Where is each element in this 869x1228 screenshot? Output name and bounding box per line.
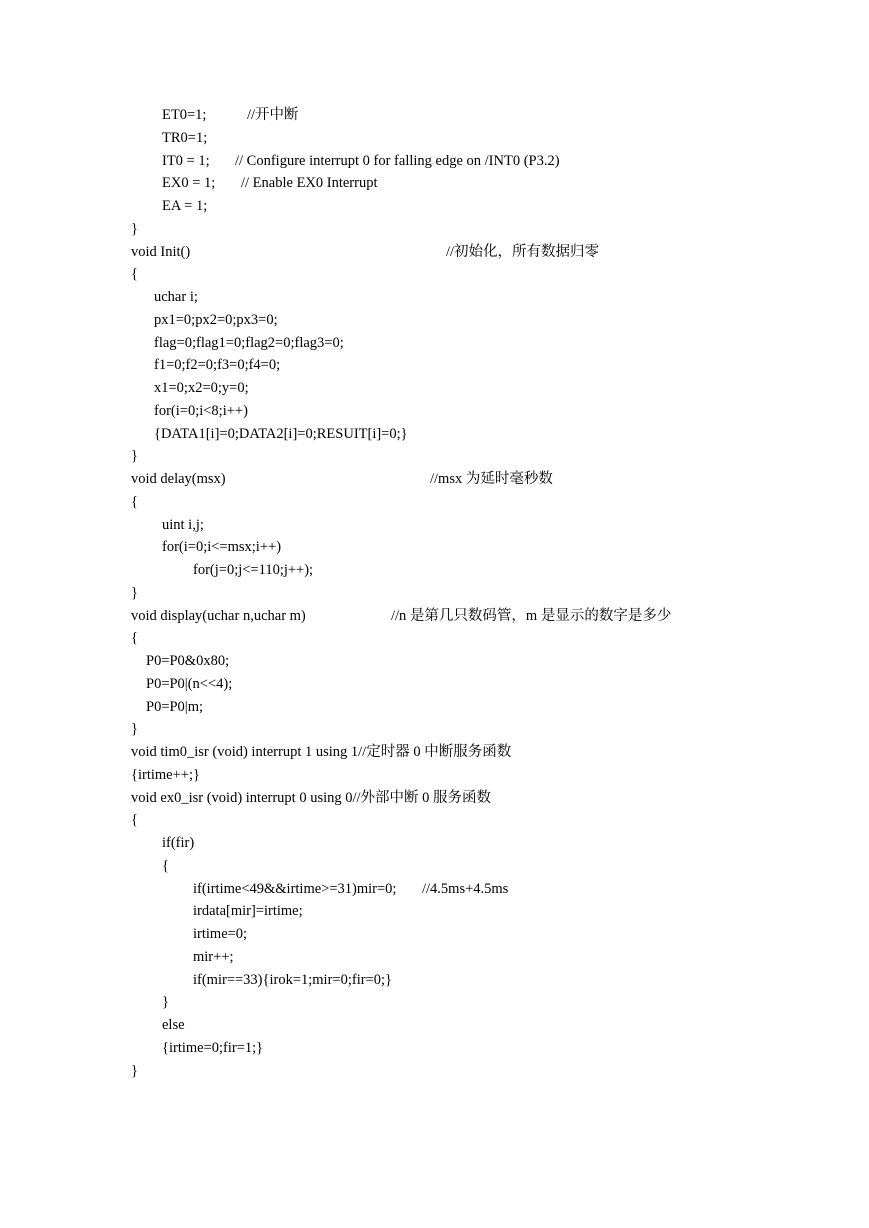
code-text: P0=P0&0x80; [146, 653, 230, 669]
code-text: } [131, 721, 138, 738]
code-text: px1=0;px2=0;px3=0; [154, 311, 278, 328]
code-text: ET0=1; [162, 107, 207, 123]
code-line [0, 901, 869, 921]
code-line [0, 810, 869, 830]
code-text: mir++; [193, 948, 234, 965]
code-line [0, 628, 869, 648]
code-text: void Init() [131, 243, 191, 260]
code-line [0, 1038, 869, 1058]
code-text: {irtime=0;fir=1;} [162, 1039, 264, 1056]
code-text: { [131, 493, 138, 510]
code-text: IT0 = 1; [162, 152, 210, 169]
code-line [0, 788, 869, 808]
code-text: if(irtime<49&&irtime>=31)mir=0; [193, 880, 397, 897]
code-line [0, 742, 869, 762]
code-text: } [131, 1062, 138, 1079]
code-line [0, 105, 869, 125]
code-line [0, 879, 869, 899]
code-line [0, 128, 869, 148]
code-text: for(j=0;j<=110;j++); [193, 562, 314, 578]
code-text: { [131, 630, 138, 647]
code-text: void tim0_isr (void) interrupt 1 using 1//定时器 0 中断服务函数 [131, 744, 512, 760]
code-line [0, 833, 869, 853]
code-line [0, 674, 869, 694]
code-line [0, 992, 869, 1012]
code-line [0, 333, 869, 353]
code-text: {irtime++;} [131, 766, 200, 783]
code-text: flag=0;flag1=0;flag2=0;flag3=0; [154, 334, 344, 351]
code-comment: // Enable EX0 Interrupt [241, 175, 378, 192]
code-text: void ex0_isr (void) interrupt 0 using 0//外部中断 0 服务函数 [131, 789, 492, 806]
code-text: EA = 1; [162, 198, 208, 214]
code-text: EX0 = 1; [162, 175, 216, 192]
code-comment: //开中断 [247, 107, 299, 123]
code-text: P0=P0|m; [146, 698, 204, 715]
code-line [0, 401, 869, 421]
code-line [0, 651, 869, 671]
code-line [0, 492, 869, 512]
code-line [0, 446, 869, 466]
code-text: f1=0;f2=0;f3=0;f4=0; [154, 357, 281, 374]
code-line [0, 264, 869, 284]
code-line [0, 537, 869, 557]
code-comment: //n 是第几只数码管，m 是显示的数字是多少 [391, 607, 672, 624]
code-line [0, 970, 869, 990]
code-text: irtime=0; [193, 926, 248, 942]
code-comment: //msx 为延时毫秒数 [430, 471, 553, 487]
code-line [0, 219, 869, 239]
code-line [0, 196, 869, 216]
code-text: uchar i; [154, 289, 198, 305]
code-text: uint i,j; [162, 516, 204, 533]
code-line [0, 719, 869, 739]
code-text: { [131, 812, 138, 829]
code-text: void display(uchar n,uchar m) [131, 607, 306, 624]
code-text: TR0=1; [162, 129, 208, 146]
code-line [0, 378, 869, 398]
code-line [0, 560, 869, 580]
code-line [0, 355, 869, 375]
code-text: if(fir) [162, 835, 195, 851]
code-line [0, 242, 869, 262]
code-line [0, 947, 869, 967]
code-line [0, 856, 869, 876]
code-line [0, 765, 869, 785]
code-text: {DATA1[i]=0;DATA2[i]=0;RESUIT[i]=0;} [154, 425, 408, 442]
code-line [0, 1015, 869, 1035]
code-text: else [162, 1017, 185, 1033]
code-line [0, 469, 869, 489]
code-line [0, 583, 869, 603]
code-comment: //初始化，所有数据归零 [446, 243, 600, 260]
code-line [0, 151, 869, 171]
code-line [0, 424, 869, 444]
code-text: } [131, 448, 138, 465]
code-line [0, 697, 869, 717]
code-line [0, 173, 869, 193]
code-line [0, 606, 869, 626]
code-line [0, 1061, 869, 1081]
code-text: } [162, 994, 169, 1011]
code-text: P0=P0|(n<<4); [146, 675, 233, 692]
code-text: for(i=0;i<=msx;i++) [162, 539, 282, 556]
code-line [0, 515, 869, 535]
code-text: irdata[mir]=irtime; [193, 903, 303, 920]
code-text: for(i=0;i<8;i++) [154, 402, 248, 419]
code-text: x1=0;x2=0;y=0; [154, 380, 249, 396]
code-text: { [131, 266, 138, 283]
code-text: } [131, 220, 138, 237]
code-text: } [131, 584, 138, 601]
code-comment: //4.5ms+4.5ms [422, 880, 509, 897]
code-text: void delay(msx) [131, 471, 226, 487]
code-line [0, 924, 869, 944]
code-comment: // Configure interrupt 0 for falling edge on /INT0 (P3.2) [235, 152, 560, 169]
code-text: { [162, 857, 169, 874]
code-line [0, 287, 869, 307]
code-line [0, 310, 869, 330]
code-text: if(mir==33){irok=1;mir=0;fir=0;} [193, 971, 392, 988]
